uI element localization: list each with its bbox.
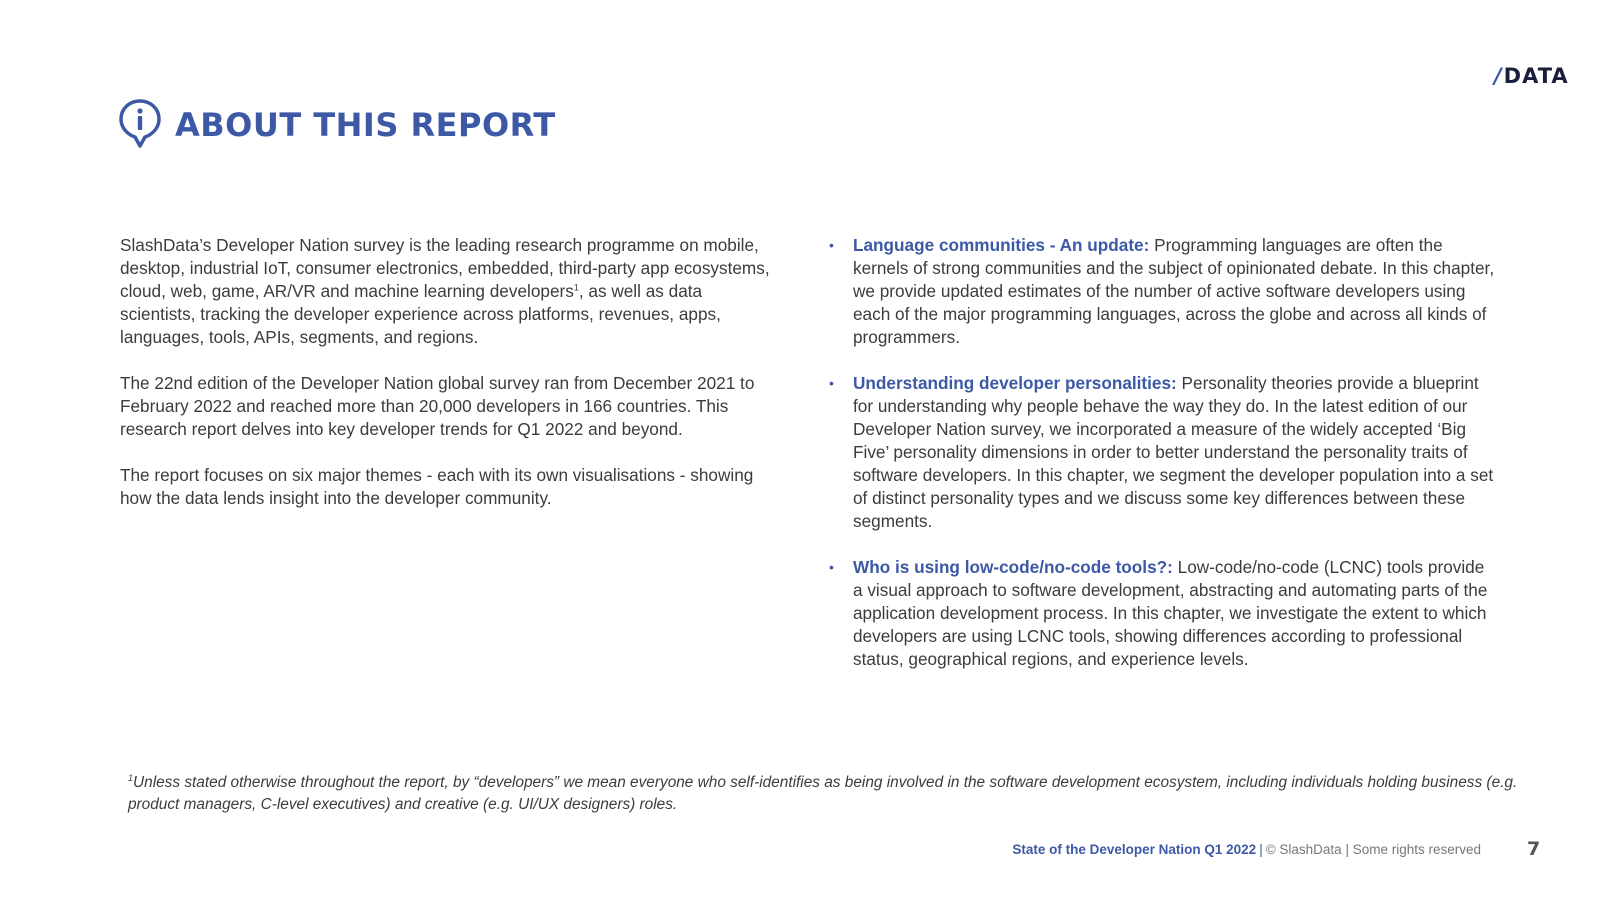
theme-item-developer-personalities: [829, 372, 1497, 533]
bullet-icon: •: [829, 237, 834, 253]
bullet-icon: •: [829, 375, 834, 391]
footnote-ref: 1: [573, 282, 579, 293]
bullet-icon: •: [829, 559, 834, 575]
page-title: ABOUT THIS REPORT: [175, 106, 556, 144]
footnote: [128, 772, 1528, 816]
theme-heading: Understanding developer personalities:: [853, 373, 1177, 393]
logo-text: DATA: [1503, 64, 1569, 88]
themes-list: [829, 234, 1497, 694]
theme-heading: Language communities - An update:: [853, 235, 1150, 255]
intro-column: [120, 234, 770, 533]
theme-heading: Who is using low-code/no-code tools?:: [853, 557, 1173, 577]
logo-slash: /: [1494, 64, 1503, 88]
publication-title: State of the Developer Nation Q1 2022: [1012, 842, 1257, 857]
intro-text-b: , as well as data scientists, tracking the developer experience across platforms, revenues, apps, languages, tools, APIs, segments, and regions.: [120, 281, 721, 347]
page-number: 7: [1527, 838, 1541, 860]
intro-paragraph: [120, 234, 770, 349]
theme-item-low-code-no-code: [829, 556, 1497, 671]
copyright-text: © SlashData | Some rights reserved: [1265, 842, 1481, 857]
footnote-text: Unless stated otherwise throughout the report, by “developers” we mean everyone who self-identifies as being involved in the software development ecosystem, including individuals holding business (e.g. product managers, C-level executives) and creative (e.g. UI/UX designers) roles.: [128, 774, 1518, 813]
edition-paragraph: The 22nd edition of the Developer Nation global survey ran from December 2021 to February 2022 and reached more than 20,000 developers in 166 countries. This research report delves into key developer trends for Q1 2022 and beyond.: [120, 373, 755, 439]
info-pin-icon: [117, 98, 163, 150]
page-footer: [1012, 842, 1481, 857]
theme-description: Personality theories provide a blueprint for understanding why people behave the way they do. In the latest edition of our Developer Nation survey, we incorporated a measure of the widely accepted ‘Big Five’ personality dimensions in order to better understand the personality traits of software developers. In this chapter, we segment the developer population into a set of distinct personality types and we discuss some key differences between these segments.: [853, 373, 1494, 531]
footnote-number: 1: [128, 772, 134, 783]
page-header: [117, 98, 556, 150]
theme-item-language-communities: [829, 234, 1497, 349]
footer-separator: |: [1259, 842, 1263, 857]
intro-text-a: SlashData’s Developer Nation survey is the leading research programme on mobile, desktop, industrial IoT, consumer electronics, embedded, third-party app ecosystems, cloud, web, game, AR/VR and machine learning developers: [120, 235, 770, 301]
theme-description: Low-code/no-code (LCNC) tools provide a visual approach to software development, abstracting and automating parts of the application development process. In this chapter, we investigate the extent to which developers are using LCNC tools, showing differences according to professional status, geographical regions, and experience levels.: [853, 557, 1488, 669]
theme-description: Programming languages are often the kernels of strong communities and the subject of opinionated debate. In this chapter, we provide updated estimates of the number of active software developers using each of the major programming languages, across the globe and across all kinds of programmers.: [853, 235, 1495, 347]
slashdata-logo: [1494, 64, 1569, 88]
themes-paragraph: The report focuses on six major themes - each with its own visualisations - showing how the data lends insight into the developer community.: [120, 465, 754, 508]
